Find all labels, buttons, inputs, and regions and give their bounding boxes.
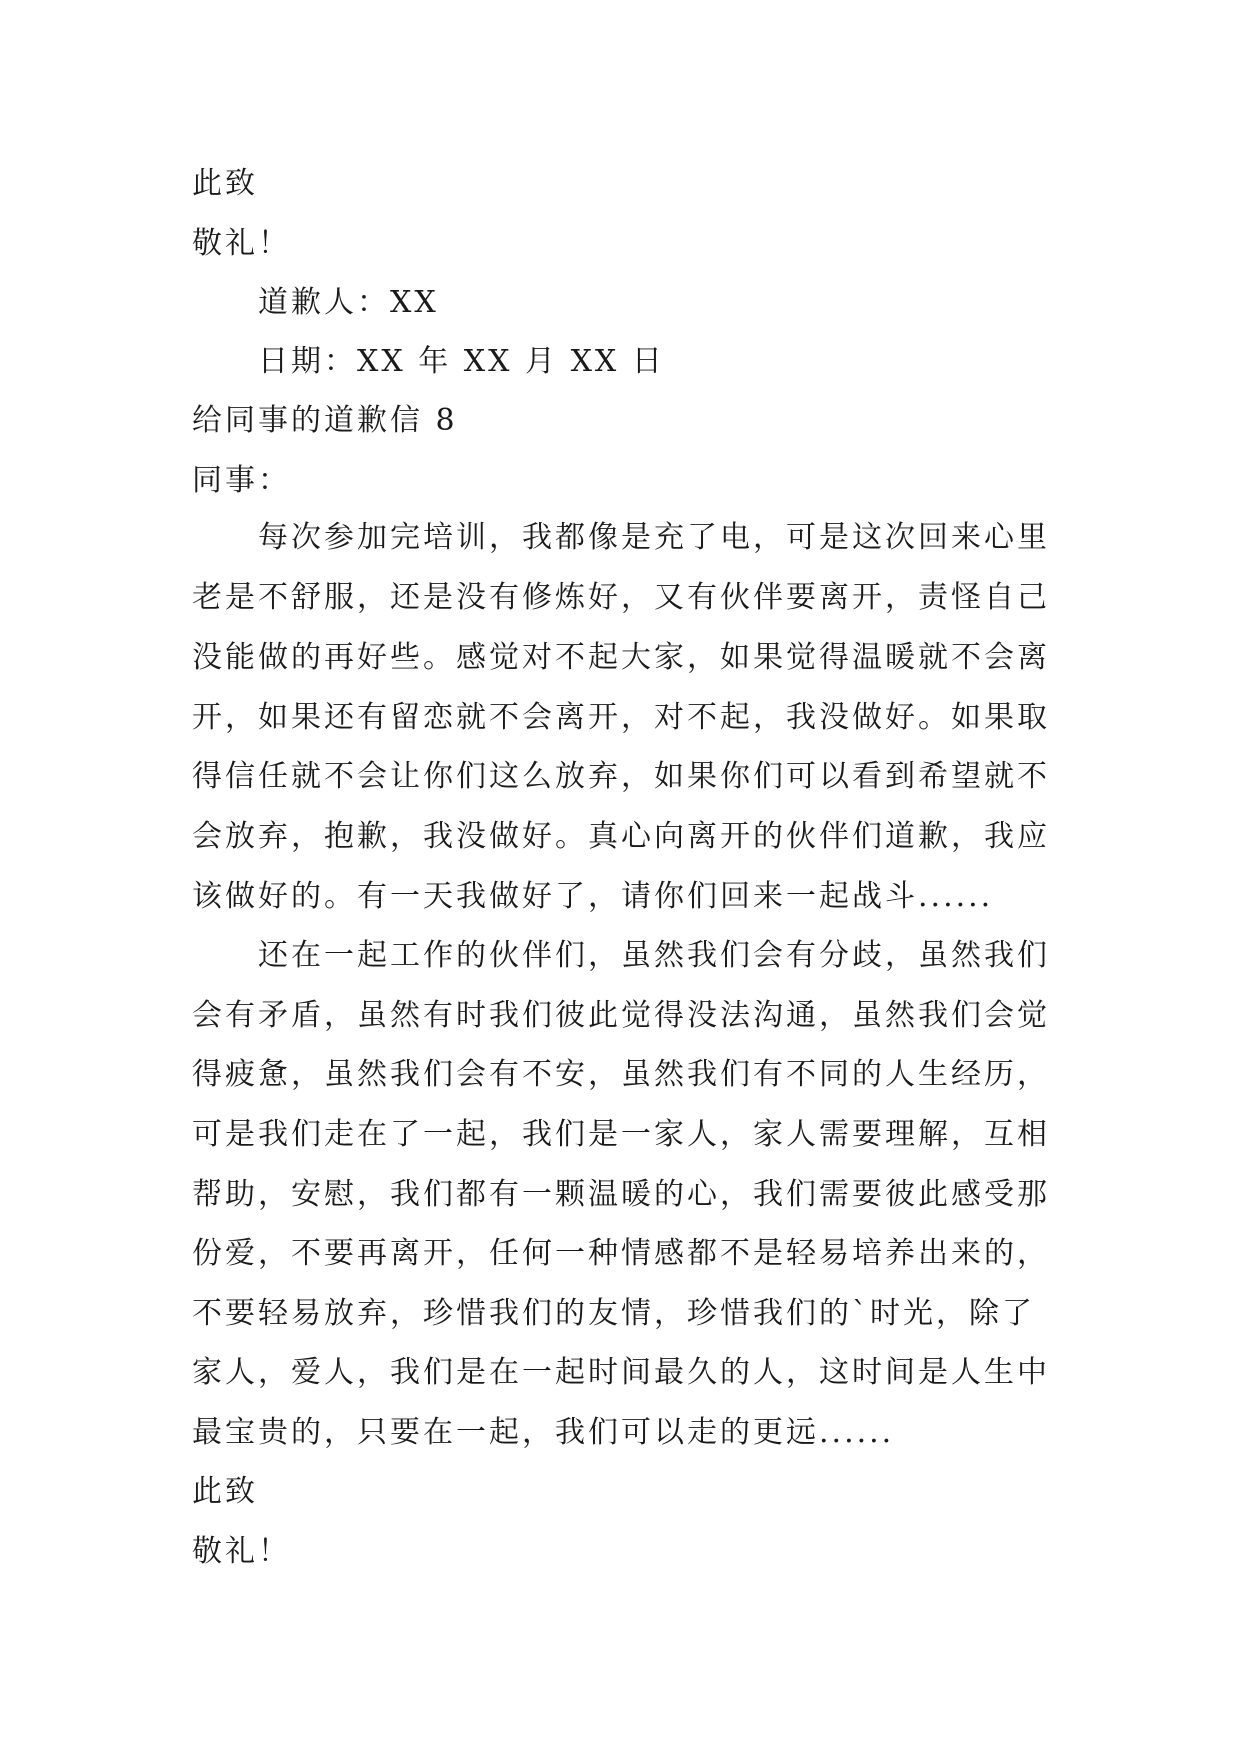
- paragraph-line: 该做好的。有一天我做好了，请你们回来一起战斗......: [192, 879, 994, 914]
- paragraph-line: 还在一起工作的伙伴们，虽然我们会有分歧，虽然我们: [258, 938, 1050, 973]
- paragraph-line: 帮助，安慰，我们都有一颗温暖的心，我们需要彼此感受那: [192, 1177, 1050, 1212]
- paragraph-line: 每次参加完培训，我都像是充了电，可是这次回来心里: [258, 520, 1050, 555]
- paragraph-line: 会有矛盾，虽然有时我们彼此觉得没法沟通，虽然我们会觉: [192, 998, 1050, 1033]
- paragraph-line: 得信任就不会让你们这么放弃，如果你们可以看到希望就不: [192, 759, 1050, 794]
- date-line: 日期：XX 年 XX 月 XX 日: [258, 344, 665, 379]
- letter-title: 给同事的道歉信 8: [192, 403, 458, 438]
- paragraph-line: 没能做的再好些。感觉对不起大家，如果觉得温暖就不会离: [192, 640, 1050, 675]
- closing-regards-2: 敬礼！: [192, 1534, 291, 1569]
- paragraph-line: 份爱，不要再离开，任何一种情感都不是轻易培养出来的，: [192, 1236, 1050, 1271]
- paragraph-line: 得疲惫，虽然我们会有不安，虽然我们有不同的人生经历，: [192, 1057, 1050, 1092]
- paragraph-line: 开，如果还有留恋就不会离开，对不起，我没做好。如果取: [192, 700, 1050, 735]
- paragraph-line: 可是我们走在了一起，我们是一家人，家人需要理解，互相: [192, 1117, 1050, 1152]
- apologizer-line: 道歉人：XX: [258, 285, 439, 320]
- paragraph-line: 老是不舒服，还是没有修炼好，又有伙伴要离开，责怪自己: [192, 580, 1050, 615]
- paragraph-line: 会放弃，抱歉，我没做好。真心向离开的伙伴们道歉，我应: [192, 819, 1050, 854]
- letter-greeting: 同事：: [192, 463, 291, 498]
- paragraph-line: 家人，爱人，我们是在一起时间最久的人，这时间是人生中: [192, 1355, 1050, 1390]
- paragraph-line: 最宝贵的，只要在一起，我们可以走的更远......: [192, 1415, 895, 1450]
- paragraph-line: 不要轻易放弃，珍惜我们的友情，珍惜我们的`时光，除了: [192, 1296, 1035, 1331]
- closing-salutation-2: 此致: [192, 1474, 258, 1509]
- closing-regards: 敬礼！: [192, 226, 291, 261]
- closing-salutation: 此致: [192, 166, 258, 201]
